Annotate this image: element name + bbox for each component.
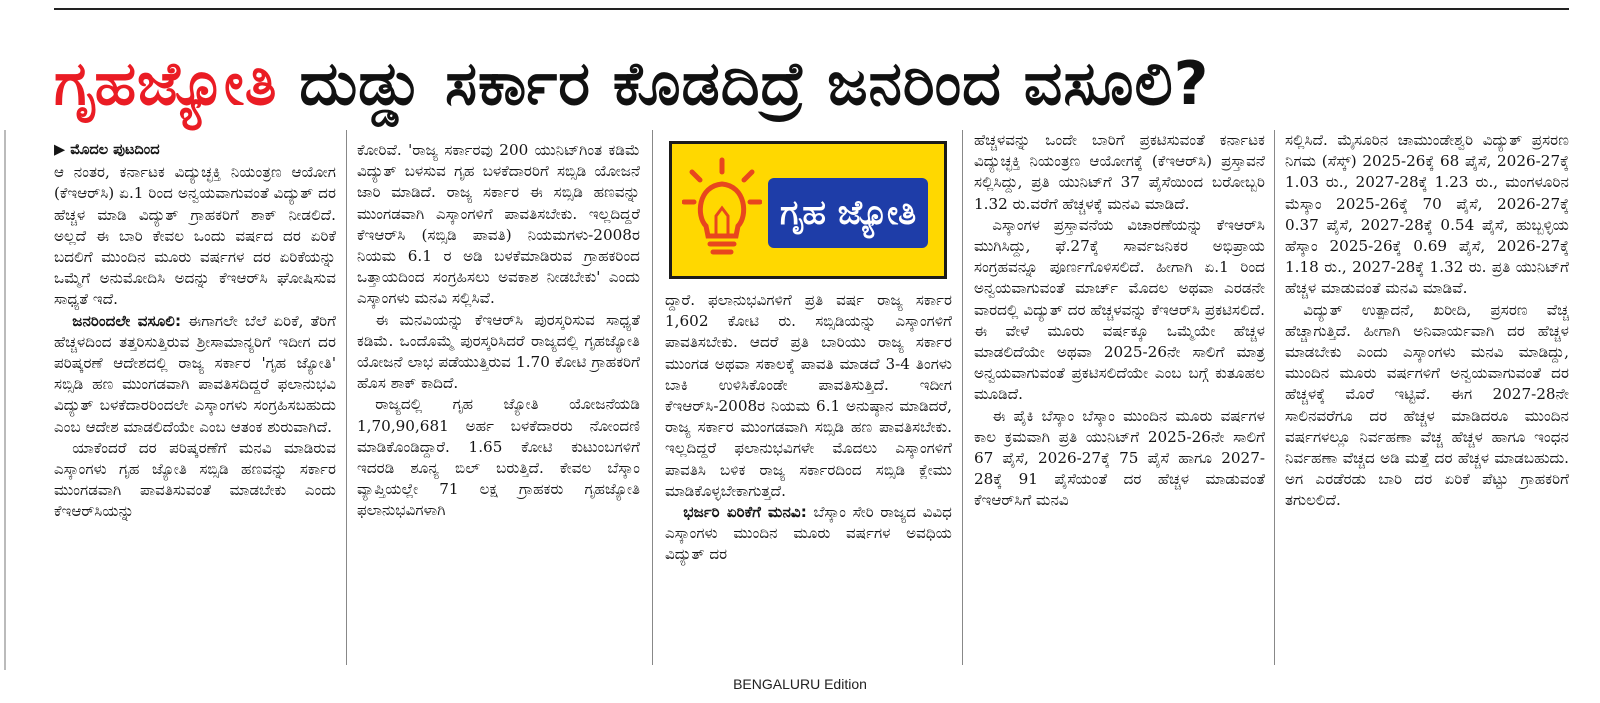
- subhead-kicker-1: ಜನರಿಂದಲೇ ವಸೂಲಿ:: [72, 311, 182, 330]
- subhead-kicker-2: ಭರ್ಜರಿ ಏರಿಕೆಗೆ ಮನವಿ:: [683, 503, 807, 522]
- column-1-paragraph-3: ಯಾಕೆಂದರೆ ದರ ಪರಿಷ್ಕರಣೆಗೆ ಮನವಿ ಮಾಡಿರುವ ಎಸ್ಕಾಂಗಳು ಗೃಹ ಜ್ಯೋತಿ ಸಬ್ಸಿಡಿ ಹಣವನ್ನು ಸರ್ಕಾರ ಮುಂಗಡವಾಗಿ ಪಾವತಿಸುವಂತೆ ಮಾಡಬೇಕು ಎಂದು ಕೆಇಆರ್‌ಸಿಯನ್ನು: [54, 438, 336, 521]
- column-2-paragraph-3: ರಾಜ್ಯದಲ್ಲಿ ಗೃಹ ಜ್ಯೋತಿ ಯೋಜನೆಯಡಿ 1,70,90,681 ಅರ್ಹ ಬಳಕೆದಾರರು ನೋಂದಣಿ ಮಾಡಿಕೊಂಡಿದ್ದಾರೆ. 1.65 ಕೋಟಿ ಕುಟುಂಬಗಳಿಗೆ ಇದರಡಿ ಶೂನ್ಯ ಬಿಲ್ ಬರುತ್ತಿದೆ. ಕೇವಲ ಬೆಸ್ಕಾಂ ವ್ಯಾಪ್ತಿಯಲ್ಲೇ 71 ಲಕ್ಷ ಗ್ರಾಹಕರು ಗೃಹಜ್ಯೋತಿ ಫಲಾನುಭವಿಗಳಾಗಿ: [357, 395, 640, 520]
- column-separator: [652, 130, 653, 665]
- column-2-paragraph-2: ಈ ಮನವಿಯನ್ನು ಕೆಇಆರ್‌ಸಿ ಪುರಸ್ಕರಿಸುವ ಸಾಧ್ಯತೆ ಕಡಿಮೆ. ಒಂದೊಮ್ಮೆ ಪುರಸ್ಕರಿಸಿದರೆ ರಾಜ್ಯದಲ್ಲಿ ಗೃಹಜ್ಯೋತಿ ಯೋಜನೆ ಲಾಭ ಪಡೆಯುತ್ತಿರುವ 1.70 ಕೋಟಿ ಗ್ರಾಹಕರಿಗೆ ಹೊಸ ಶಾಕ್ ಕಾದಿದೆ.: [357, 310, 640, 393]
- column-3-paragraph-2: [665, 502, 952, 566]
- column-4-paragraph-2: ಎಸ್ಕಾಂಗಳ ಪ್ರಸ್ತಾವನೆಯ ವಿಚಾರಣೆಯನ್ನು ಕೆಇಆರ್‌ಸಿ ಮುಗಿಸಿದ್ದು, ಫೆ.27ಕ್ಕೆ ಸಾರ್ವಜನಿಕರ ಅಭಿಪ್ರಾಯ ಸಂಗ್ರಹವನ್ನೂ ಪೂರ್ಣಗೊಳಿಸಲಿದೆ. ಹೀಗಾಗಿ ಏ.1 ರಿಂದ ಅನ್ವಯವಾಗುವಂತೆ ಮಾರ್ಚ್ ಮೊದಲ ಅಥವಾ ಎರಡನೇ ವಾರದಲ್ಲಿ ವಿದ್ಯುತ್ ದರ ಹೆಚ್ಚಳವನ್ನು ಕೆಇಆರ್‌ಸಿ ಪ್ರಕಟಿಸಲಿದೆ. ಈ ವೇಳೆ ಮೂರು ವರ್ಷಕ್ಕೂ ಒಮ್ಮೆಯೇ ಹೆಚ್ಚಳ ಮಾಡಲಿದೆಯೇ ಅಥವಾ 2025-26ನೇ ಸಾಲಿಗೆ ಮಾತ್ರ ಅನ್ವಯವಾಗುವಂತೆ ಪ್ರಕಟಿಸಲಿದೆಯೇ ಎಂಬ ಬಗ್ಗೆ ಕುತೂಹಲ ಮೂಡಿದೆ.: [974, 215, 1265, 404]
- logo-wordmark: ಗೃಹ ಜ್ಯೋತಿ: [768, 178, 928, 248]
- headline: [54, 34, 1569, 134]
- left-rule: [4, 130, 6, 670]
- article-column-5: [1285, 130, 1569, 665]
- headline-main: ದುಡ್ಡು ಸರ್ಕಾರ ಕೊಡದಿದ್ರೆ ಜನರಿಂದ ವಸೂಲಿ?: [299, 49, 1210, 119]
- column-separator: [1274, 130, 1275, 665]
- article-column-1: [54, 140, 336, 665]
- gruha-jyothi-logo: [669, 141, 947, 279]
- column-5-paragraph-1: ಸಲ್ಲಿಸಿದೆ. ಮೈಸೂರಿನ ಚಾಮುಂಡೇಶ್ವರಿ ವಿದ್ಯುತ್ ಪ್ರಸರಣ ನಿಗಮ (ಸೆಸ್ಕ್) 2025-26ಕ್ಕೆ 68 ಪೈಸೆ, 2026-27ಕ್ಕೆ 1.03 ರು., 2027-28ಕ್ಕೆ 1.23 ರು., ಮಂಗಳೂರಿನ ಮೆಸ್ಕಾಂ 2025-26ಕ್ಕೆ 70 ಪೈಸೆ, 2026-27ಕ್ಕೆ 0.37 ಪೈಸೆ, 2027-28ಕ್ಕೆ 0.54 ಪೈಸೆ, ಹುಬ್ಬಳ್ಳಿಯ ಹೆಸ್ಕಾಂ 2025-26ಕ್ಕೆ 0.69 ಪೈಸೆ, 2026-27ಕ್ಕೆ 1.18 ರು., 2027-28ಕ್ಕೆ 1.32 ರು. ಪ್ರತಿ ಯುನಿಟ್‌ಗೆ ಹೆಚ್ಚಳ ಮಾಡುವಂತೆ ಮನವಿ ಮಾಡಿವೆ.: [1285, 131, 1569, 298]
- article-column-4: [974, 130, 1265, 665]
- column-separator: [346, 130, 347, 665]
- continued-from-label: ▶ ಮೊದಲ ಪುಟದಿಂದ: [54, 142, 160, 158]
- column-3-paragraph-2-text: ಬೆಸ್ಕಾಂ ಸೇರಿ ರಾಜ್ಯದ ವಿವಿಧ ಎಸ್ಕಾಂಗಳು ಮುಂದಿನ ಮೂರು ವರ್ಷಗಳ ಅವಧಿಯ ವಿದ್ಯುತ್ ದರ: [665, 503, 952, 564]
- column-1-paragraph-2: [54, 311, 336, 438]
- column-separator: [962, 130, 963, 665]
- headline-accent: ಗೃಹಜ್ಯೋತಿ: [54, 49, 278, 119]
- lightbulb-icon: [682, 156, 762, 266]
- column-4-paragraph-1: ಹೆಚ್ಚಳವನ್ನು ಒಂದೇ ಬಾರಿಗೆ ಪ್ರಕಟಿಸುವಂತೆ ಕರ್ನಾಟಕ ವಿದ್ಯುಚ್ಛಕ್ತಿ ನಿಯಂತ್ರಣ ಆಯೋಗಕ್ಕೆ (ಕೆಇಆರ್‌ಸಿ) ಪ್ರಸ್ತಾವನೆ ಸಲ್ಲಿಸಿದ್ದು, ಪ್ರತಿ ಯುನಿಟ್‌ಗೆ 37 ಪೈಸೆಯಿಂದ ಬರೋಬ್ಬರಿ 1.32 ರು.ವರೆಗೆ ಹೆಚ್ಚಳಕ್ಕೆ ಮನವಿ ಮಾಡಿದೆ.: [974, 131, 1265, 213]
- column-1-paragraph-1: ಆ ನಂತರ, ಕರ್ನಾಟಕ ವಿದ್ಯುಚ್ಛಕ್ತಿ ನಿಯಂತ್ರಣ ಆಯೋಗ (ಕೆಇಆರ್‌ಸಿ) ಏ.1 ರಿಂದ ಅನ್ವಯವಾಗುವಂತೆ ವಿದ್ಯುತ್ ದರ ಹೆಚ್ಚಳ ಮಾಡಿ ವಿದ್ಯುತ್ ಗ್ರಾಹಕರಿಗೆ ಶಾಕ್ ನೀಡಲಿದೆ. ಅಲ್ಲದೆ ಈ ಬಾರಿ ಕೇವಲ ಒಂದು ವರ್ಷದ ದರ ಏರಿಕೆ ಬದಲಿಗೆ ಮುಂದಿನ ಮೂರು ವರ್ಷಗಳ ದರ ಏರಿಕೆಯನ್ನು ಒಮ್ಮೆಗೆ ಅನುಮೋದಿಸಿ ಅದನ್ನು ಕೆಇಆರ್‌ಸಿ ಘೋಷಿಸುವ ಸಾಧ್ಯತೆ ಇದೆ.: [54, 163, 336, 309]
- article-column-3: [665, 290, 952, 665]
- article-column-2: [357, 140, 640, 665]
- column-3-paragraph-1: ದ್ದಾರೆ. ಫಲಾನುಭವಿಗಳಿಗೆ ಪ್ರತಿ ವರ್ಷ ರಾಜ್ಯ ಸರ್ಕಾರ 1,602 ಕೋಟಿ ರು. ಸಬ್ಸಿಡಿಯನ್ನು ಎಸ್ಕಾಂಗಳಿಗೆ ಪಾವತಿಸಬೇಕು. ಆದರೆ ಪ್ರತಿ ಬಾರಿಯು ರಾಜ್ಯ ಸರ್ಕಾರ ಮುಂಗಡ ಅಥವಾ ಸಕಾಲಕ್ಕೆ ಪಾವತಿ ಮಾಡದೆ 3-4 ತಿಂಗಳು ಬಾಕಿ ಉಳಿಸಿಕೊಂಡೇ ಪಾವತಿಸುತ್ತಿದೆ. ಇದೀಗ ಕೆಇಆರ್‌ಸಿ-2008ರ ನಿಯಮ 6.1 ಅನುಷ್ಠಾನ ಮಾಡಿದರೆ, ರಾಜ್ಯ ಸರ್ಕಾರ ಮುಂಗಡವಾಗಿ ಸಬ್ಸಿಡಿ ಹಣ ಪಾವತಿಸಬೇಕು. ಇಲ್ಲದಿದ್ದರೆ ಫಲಾನುಭವಿಗಳೇ ಮೊದಲು ಎಸ್ಕಾಂಗಳಿಗೆ ಪಾವತಿಸಿ ಬಳಿಕ ರಾಜ್ಯ ಸರ್ಕಾರದಿಂದ ಸಬ್ಸಿಡಿ ಕ್ಲೇಮು ಮಾಡಿಕೊಳ್ಳಬೇಕಾಗುತ್ತದೆ.: [665, 291, 952, 500]
- column-1-paragraph-2-text: ಈಗಾಗಲೇ ಬೆಲೆ ಏರಿಕೆ, ತೆರಿಗೆ ಹೆಚ್ಚಳದಿಂದ ತತ್ತರಿಸುತ್ತಿರುವ ಶ್ರೀಸಾಮಾನ್ಯರಿಗೆ ಇದೀಗ ದರ ಪರಿಷ್ಕರಣೆ ಆದೇಶದಲ್ಲಿ ರಾಜ್ಯ ಸರ್ಕಾರ 'ಗೃಹ ಜ್ಯೋತಿ' ಸಬ್ಸಿಡಿ ಹಣ ಮುಂಗಡವಾಗಿ ಪಾವತಿಸದಿದ್ದರೆ ಫಲಾನುಭವಿ ವಿದ್ಯುತ್ ಬಳಕೆದಾರರಿಂದಲೇ ಎಸ್ಕಾಂಗಳು ಸಂಗ್ರಹಿಸಬಹುದು ಎಂಬ ಆದೇಶ ಮಾಡಲಿದೆಯೇ ಎಂಬ ಆತಂಕ ಶುರುವಾಗಿದೆ.: [54, 311, 336, 436]
- column-4-paragraph-3: ಈ ಪೈಕಿ ಬೆಸ್ಕಾಂ ಬೆಸ್ಕಾಂ ಮುಂದಿನ ಮೂರು ವರ್ಷಗಳ ಕಾಲ ಕ್ರಮವಾಗಿ ಪ್ರತಿ ಯುನಿಟ್‌ಗೆ 2025-26ನೇ ಸಾಲಿಗೆ 67 ಪೈಸೆ, 2026-27ಕ್ಕೆ 75 ಪೈಸೆ ಹಾಗೂ 2027-28ಕ್ಕೆ 91 ಪೈಸೆಯಂತೆ ದರ ಹೆಚ್ಚಳ ಮಾಡುವಂತೆ ಕೆಇಆರ್‌ಸಿಗೆ ಮನವಿ: [974, 406, 1265, 510]
- column-2-paragraph-1: ಕೋರಿವೆ. 'ರಾಜ್ಯ ಸರ್ಕಾರವು 200 ಯುನಿಟ್‌ಗಿಂತ ಕಡಿಮೆ ವಿದ್ಯುತ್ ಬಳಸುವ ಗೃಹ ಬಳಕೆದಾರರಿಗೆ ಸಬ್ಸಿಡಿ ಯೋಜನೆ ಜಾರಿ ಮಾಡಿದೆ. ರಾಜ್ಯ ಸರ್ಕಾರ ಈ ಸಬ್ಸಿಡಿ ಹಣವನ್ನು ಮುಂಗಡವಾಗಿ ಎಸ್ಕಾಂಗಳಿಗೆ ಪಾವತಿಸಬೇಕು. ಇಲ್ಲದಿದ್ದರೆ ಕೆಇಆರ್‌ಸಿ (ಸಬ್ಸಿಡಿ ಪಾವತಿ) ನಿಯಮಗಳು-2008ರ ನಿಯಮ 6.1 ರ ಅಡಿ ಬಳಕೆಮಾಡಿರುವ ಗ್ರಾಹಕರಿಂದ ಒತ್ತಾಯದಿಂದ ಸಂಗ್ರಹಿಸಲು ಅವಕಾಶ ನೀಡಬೇಕು' ಎಂದು ಎಸ್ಕಾಂಗಳು ಮನವಿ ಸಲ್ಲಿಸಿವೆ.: [357, 141, 640, 308]
- column-5-paragraph-2: ವಿದ್ಯುತ್ ಉತ್ಪಾದನೆ, ಖರೀದಿ, ಪ್ರಸರಣ ವೆಚ್ಚ ಹೆಚ್ಚಾಗುತ್ತಿದೆ. ಹೀಗಾಗಿ ಅನಿವಾರ್ಯವಾಗಿ ದರ ಹೆಚ್ಚಳ ಮಾಡಬೇಕು ಎಂದು ಎಸ್ಕಾಂಗಳು ಮನವಿ ಮಾಡಿದ್ದು, ಮುಂದಿನ ಮೂರು ವರ್ಷಗಳಿಗೆ ಅನ್ವಯವಾಗುವಂತೆ ದರ ಹೆಚ್ಚಳಕ್ಕೆ ಮೊರೆ ಇಟ್ಟಿವೆ. ಈಗ 2027-28ನೇ ಸಾಲಿನವರೆಗೂ ದರ ಹೆಚ್ಚಳ ಮಾಡಿದರೂ ಮುಂದಿನ ವರ್ಷಗಳಲ್ಲೂ ನಿರ್ವಹಣಾ ವೆಚ್ಚ ಹೆಚ್ಚಳ ಹಾಗೂ ಇಂಧನ ನಿರ್ವಹಣಾ ವೆಚ್ಚದ ಅಡಿ ಮತ್ತೆ ದರ ಹೆಚ್ಚಳ ಮಾಡಬಹುದು. ಅಗ ಎರಡೆರಡು ಬಾರಿ ದರ ಏರಿಕೆ ಪೆಟ್ಟು ಗ್ರಾಹಕರಿಗೆ ತಗುಲಲಿದೆ.: [1285, 300, 1569, 510]
- edition-footer: BENGALURU Edition: [733, 676, 867, 692]
- top-rule: [54, 8, 1569, 10]
